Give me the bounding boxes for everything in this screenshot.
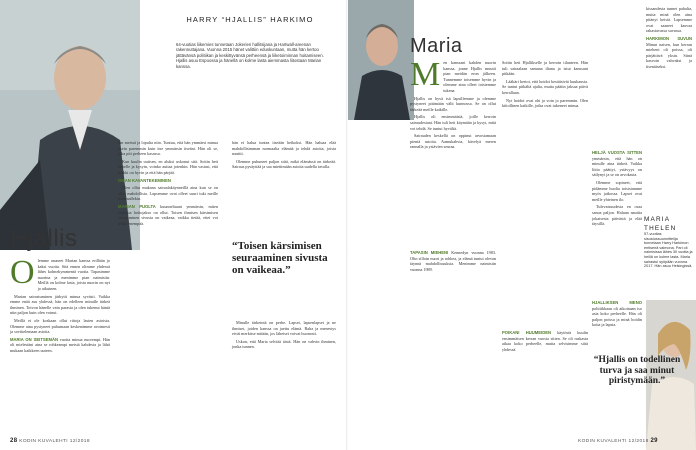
subhead-lead: TAPASIN MIEHENI xyxy=(410,250,449,255)
left-column-1 xyxy=(10,254,111,356)
body-paragraph: Kun kuulin uutisen, en aluksi uskonut sitä. Soitin heti hänelle ja kysyin, voinko auttaa jotenkin. Hän vastasi, että kaikki on hyvin ja että hän pärjää. xyxy=(118,158,218,175)
pull-quote-text: “Hjallis on todellinen turva ja saa minut piristymään.” xyxy=(593,355,681,386)
pull-quote-text: “Toisen kärsimisen seuraaminen sivusta on vaikeaa.” xyxy=(232,240,328,276)
body-paragraph: vuotta minua nuorempi. Hän oli mielestäni aina se rohkeampi meistä kahdesta ja lähti mukaan kaikkeen uuteen. xyxy=(10,336,111,353)
left-column-3b xyxy=(232,320,336,352)
body-paragraph: Uskon, että Maria selviää tästä. Hän on vahvin ihminen, jonka tunnen. xyxy=(232,338,336,350)
right-column-1 xyxy=(410,56,496,152)
subhead-lead: HJALLIKSEN MENO xyxy=(592,300,642,305)
dropcap-letter: M xyxy=(410,56,441,93)
subhead-lead: MARIA ON SEITSEMÄN xyxy=(10,336,59,342)
body-paragraph: Sairauden keskellä on oppinut arvostamaan pieniä asioita. Aamukahvia, kävelyä meren rannalla ja ystävien seuraa. xyxy=(410,133,496,150)
body-paragraph: Olen ollut mukana sairaalakäynneillä aina kun se on ollut mahdollista. Lapsemme ovat olleet suuri tuki meille kummallekin. xyxy=(118,185,218,202)
dropcap-letter: O xyxy=(10,254,35,291)
body-paragraph: lemme asuneet Marian kanssa erillään jo kaksi vuotta. Sitä ennen olimme yhdessä lähes kolmekymmentä vuotta. Tapasimme nuorina ja menimme pian naimisiin. Meillä on kolme lasta, joista nuorin on nyt jo aikuinen. xyxy=(37,258,110,291)
body-paragraph: Marian sairastuminen järkytti minua syvästi. Vaikka emme enää asu yhdessä, hän on edelleen minulle tärkeä ihminen. Toivon hänelle vain parasta ja olen tukenut häntä niin paljon kuin olen voinut. xyxy=(10,293,110,316)
maria-caption: 57-vuotias sisustussuunnittelija tunnetaan Harry Harkimon entisenä vaimona. Pari oli naimisissa lähes 30 vuotta ja heillä on kolme lasta. Maria sairastui syöpään vuonna 2017. Hän asuu Helsingissä. xyxy=(644,232,693,269)
right-page xyxy=(348,0,696,450)
subhead-lead: POIKANI HUUMEIDEN xyxy=(502,330,552,335)
maria-name-title: MARIA THELEN xyxy=(644,216,677,232)
right-column-2 xyxy=(502,60,588,111)
right-pull-quote xyxy=(592,355,682,387)
left-column-3 xyxy=(232,140,336,172)
body-paragraph: Hjallis on hyvä isä lapsillemme ja olemme pystyneet pitämään välit kunnossa. Se on ollut tärkeää meille kaikille. xyxy=(410,95,496,112)
right-column-3 xyxy=(592,150,642,229)
subhead-lead: HELJÄ VUOSTA SITTEN xyxy=(592,150,642,155)
magazine-issue: KODIN KUVALEHTI 12/2018 xyxy=(578,439,649,444)
body-paragraph: ymmärsin, että hän on minulle aina tärkeä. Vaikka liitto päättyi, ystävyys on säilynyt ja se on arvokasta. xyxy=(592,155,642,178)
body-paragraph: Olemme puhuneet paljon siitä, mikä elämässä on tärkeää. Sairaus pysäyttää ja saa miettimään asioita uudella tavalla. xyxy=(232,158,336,170)
subhead-lead: OMAN KAVANTEKEMINEN xyxy=(118,177,171,183)
body-paragraph: kuunneltuani ymmärsin, miten raskasta hoitojakso on ollut. Toisen ihmisen kärsimisen seuraaminen sivusta on vaikeaa, vaikka tietää, ettei voi tehdä enempää. xyxy=(118,203,218,226)
page-number: 29 xyxy=(650,438,658,444)
left-column-2 xyxy=(118,140,218,228)
left-folio xyxy=(10,438,90,444)
subhead-lead: HARKIMON SUVUN xyxy=(646,35,692,41)
body-paragraph: Minun naisen, kun kerran mieheni oli poissa, oli pärjättävä yksin. Siinä kasvoin vahvaksi ja itsenäiseksi. xyxy=(646,41,692,69)
body-paragraph: kissandesta tunnet pahalta, mutta minä olen aina pitänyt heistä. Lapsemme ovat saaneet kasvaa rakastavassa suvussa. xyxy=(646,6,692,34)
page-number: 28 xyxy=(10,438,18,444)
body-paragraph: käytöstä kuulin ensimmäisen kerran vuosia sitten. Se oli raskasta aikaa koko perheelle, mutta selvisimme siitä yhdessä. xyxy=(502,330,588,352)
section-heading-maria: Maria xyxy=(410,35,463,57)
body-paragraph: politiikkaan oli aikoinaan iso asia koko perheelle. Hän oli paljon poissa ja minä hoidin kotia ja lapsia. xyxy=(592,305,642,328)
body-paragraph: Olemme sopineet, että pidämme huolta toisistamme myös jatkossa. Lapset ovat meille yhteinen ilo. xyxy=(592,179,642,202)
left-pull-quote xyxy=(232,240,332,276)
top-left-photo xyxy=(348,0,414,120)
body-paragraph: Hjallis oli ensimmäisiä, joille kerroin sairaudestani. Hän tuli heti käymään ja kysyi, mitä voi tehdä. Se tuntui hyvältä. xyxy=(410,114,496,131)
harry-name-title: HARRY “HJALLIS” HARKIMO xyxy=(186,15,314,24)
magazine-issue: KODIN KUVALEHTI 12/2018 xyxy=(19,439,90,444)
right-folio xyxy=(578,438,658,444)
body-paragraph: hän ei halua tuntea itseään heikoksi. Hän haluaa elää mahdollisimman normaalia elämää ja tehdä asioita, joista nauttii. xyxy=(232,140,336,157)
right-column-1b xyxy=(410,250,496,274)
right-column-4 xyxy=(646,6,692,72)
body-paragraph: Kennedyn vuonna 1983. Olin silloin nuori ja rohkea, ja elämä tuntui olevan täynnä mahdollisuuksia. Menimme naimisiin vuonna 1989. xyxy=(410,250,496,272)
body-paragraph: Nyt hoidot ovat ohi ja voin jo paremmin. Olen kiitollinen kaikille, jotka ovat tukeneet minua. xyxy=(502,97,588,109)
body-paragraph: Minulle tärkeintä on perhe. Lapset, lapsenlapset ja ne ihmiset, joiden kanssa on jaettu elämä. Raha ja menestys eivät merkitse mitään, jos läheiset voivat huonosti. xyxy=(232,320,336,337)
harry-caption: 64-vuotias liikemies tunnetaan Jokerien hallitsijana ja Hartwall-areenan rakennuttajana. Vuonna 2015 hänet valittiin eduskuntaan, mutta hän kertoo jättävänsä politiikan ja keskittyvänsä perheensä ja liiketoiminnan hoitamiseen. Hjallis asuu Espoossa ja hänellä on kolme lasta aiemmasta liitostaan Marian kanssa. xyxy=(176,42,324,69)
right-column-2b xyxy=(502,330,588,354)
body-paragraph: Lääkäri kertoi, että hoidot kestäisivät kuukausia. Se tuntui pitkältä ajalta, mutta päätin jaksaa päivä kerrallaan. xyxy=(502,78,588,95)
body-paragraph: Meillä ei ole koskaan ollut riitoja lasten asioista. Olemme aina pystyneet puhumaan keskenämme avoimesti ja sovittelemaan asioita. xyxy=(10,317,110,335)
section-heading-hjallis: Hjallis xyxy=(10,225,78,252)
body-paragraph: Tulevaisuudesta en osaa sanoa paljon. Haluan nauttia jokaisesta päivästä ja elää täysillä. xyxy=(592,204,642,227)
body-paragraph: kin meissä ja lopulta niin. Tuntuu, että hän ymmärsi minua usein paremmin kuin itse ymmärsin itseäni. Hän oli se, joka piti perheen kasassa. xyxy=(118,140,218,157)
body-paragraph: en kanssani kahden nuorin kanssa, jonne Hjallis muutti pian meidän eron jälkeen. Tunnemme toisemme hyvin ja olemme aina olleet toistemme tukena. xyxy=(443,60,496,93)
body-paragraph: Soitin heti Hjallikselle ja kerroin tilanteen. Hän tuli sairaalaan samana iltana ja istui kanssani pitkään. xyxy=(502,60,588,77)
right-column-3b xyxy=(592,300,642,330)
subhead-lead: MARIAN PUOLTA xyxy=(118,203,156,209)
